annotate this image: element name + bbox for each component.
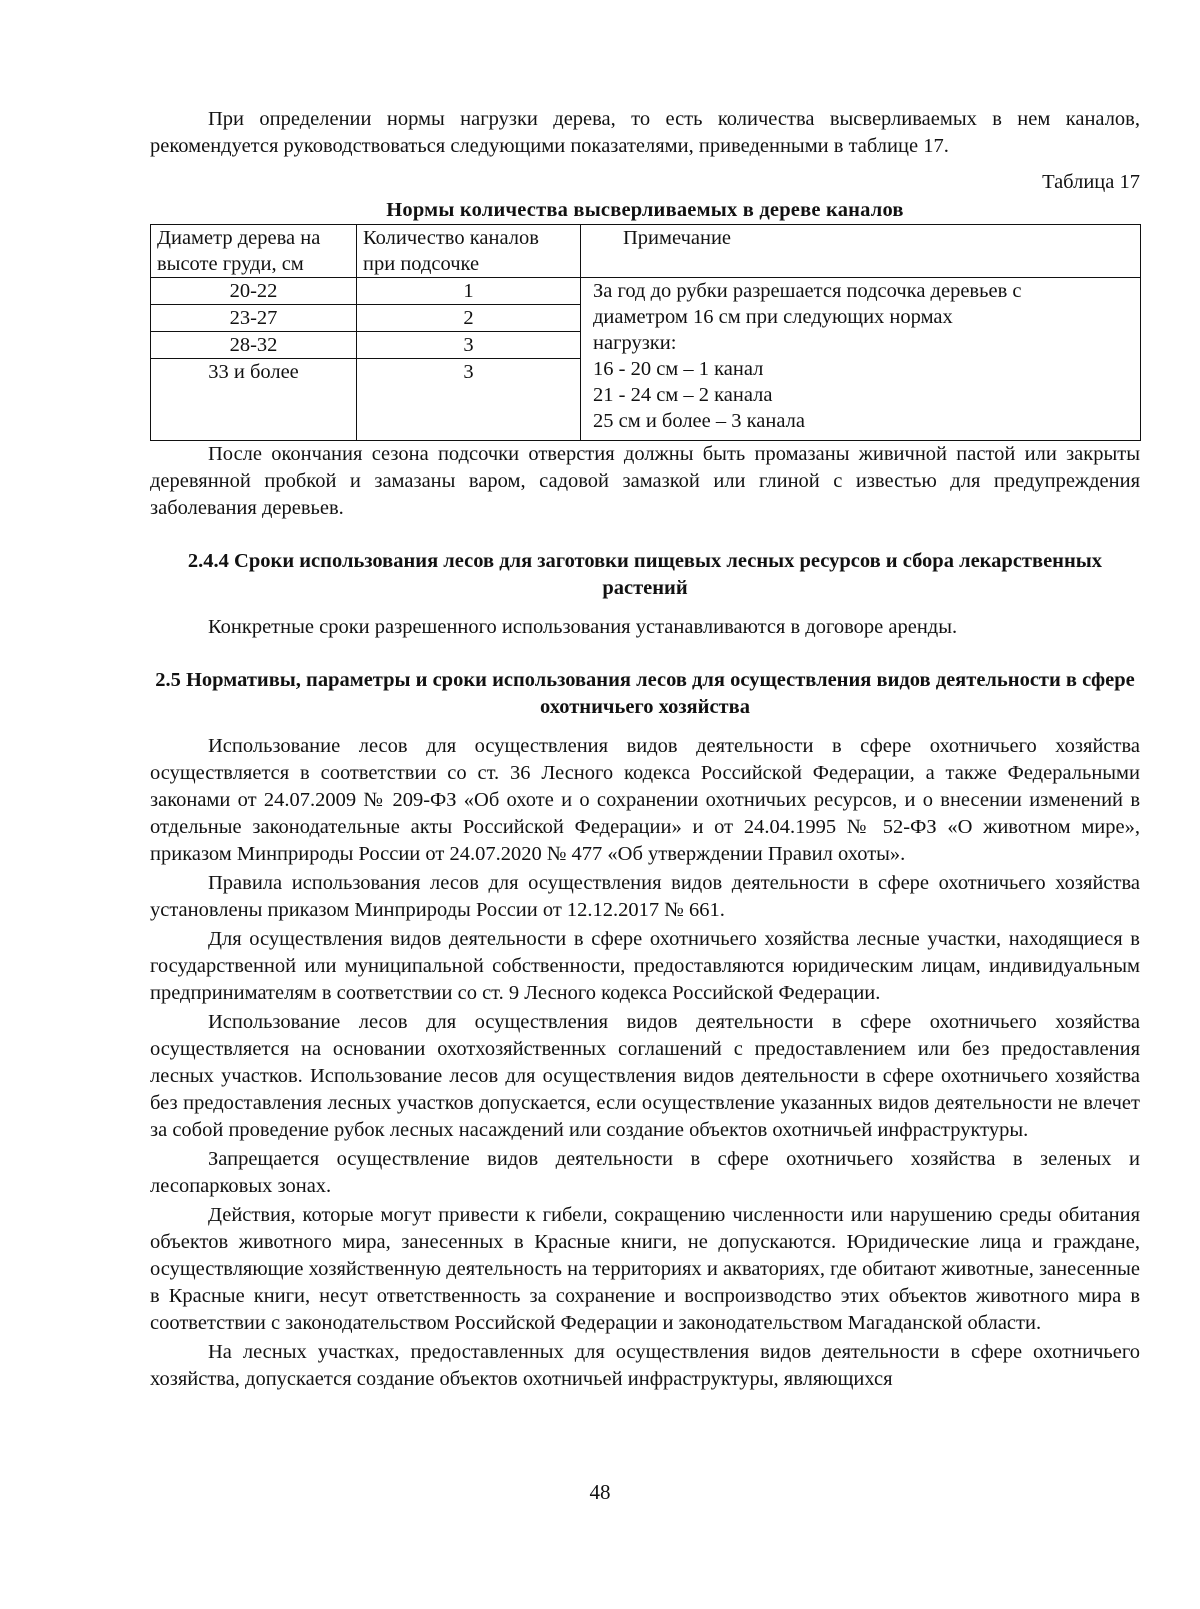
section-2-5-paragraph: Для осуществления видов деятельности в сфере охотничьего хозяйства лесные участки, находящиеся в государственной или муниципальной собственности, предоставляются юридическим лицам, индивидуальным предпринимателям в соответствии со ст. 9 Лесного кодекса Российской Федерации. [150,928,1140,1004]
document-page [150,106,1140,1393]
header-cell-diameter: Диаметр дерева на высоте груди, см [151,225,357,278]
note-line: 25 см и более – 3 канала [593,410,805,432]
table-row [151,278,1141,305]
note-line: нагрузки: [593,332,677,354]
cell-diameter: 23-27 [151,305,357,332]
cell-channels: 3 [357,359,581,441]
page-number: 48 [589,1480,611,1504]
intro-paragraph: При определении нормы нагрузки дерева, то есть количества высверливаемых в нем каналов, рекомендуется руководствоваться следующими показателями, приведенными в таблице 17. [150,108,1140,157]
after-table-paragraph: После окончания сезона подсочки отверстия должны быть промазаны живичной пастой или закрыты деревянной пробкой и замазаны варом, садовой замазкой или глиной с известью для предупреждения заболевания деревьев. [150,443,1140,519]
section-2-4-4-text: Конкретные сроки разрешенного использования устанавливаются в договоре аренды. [208,616,958,638]
norms-table [150,224,1141,441]
section-2-5-paragraph: Запрещается осуществление видов деятельности в сфере охотничьего хозяйства в зеленых и лесопарковых зонах. [150,1148,1140,1197]
section-2-5-paragraph: Правила использования лесов для осуществления видов деятельности в сфере охотничьего хозяйства установлены приказом Минприроды России от 12.12.2017 № 661. [150,872,1140,921]
cell-note [581,278,1141,441]
note-line: За год до рубки разрешается подсочка деревьев с [593,280,1022,302]
section-2-5-paragraph: Действия, которые могут привести к гибели, сокращению численности или нарушению среды обитания объектов животного мира, занесенных в Красные книги, не допускаются. Юридические лица и граждане, осуществляющие хозяйственную деятельность на территориях и акваториях, где обитают животные, занесенные в Красные книги, несут ответственность за сохранение и воспроизводство этих объектов животного мира в соответствии с законодательством Российской Федерации и законодательством Магаданской области. [150,1204,1140,1334]
cell-channels: 3 [357,332,581,359]
table-title: Нормы количества высверливаемых в дереве каналов [386,199,904,221]
note-line: 21 - 24 см – 2 канала [593,384,773,406]
cell-diameter: 33 и более [151,359,357,441]
section-heading-2-4-4: 2.4.4 Сроки использования лесов для заготовки пищевых лесных ресурсов и сбора лекарственных растений [187,550,1103,599]
table-number-label: Таблица 17 [1042,171,1140,193]
table-header-row [151,225,1141,278]
note-line: 16 - 20 см – 1 канал [593,358,764,380]
header-cell-channels: Количество каналов при подсочке [357,225,581,278]
cell-diameter: 28-32 [151,332,357,359]
note-line: диаметром 16 см при следующих нормах [593,306,953,328]
cell-diameter: 20-22 [151,278,357,305]
section-2-5-paragraph: Использование лесов для осуществления видов деятельности в сфере охотничьего хозяйства осуществляется в соответствии со ст. 36 Лесного кодекса Российской Федерации, а также Федеральными законами от 24.07.2009 № 209-ФЗ «Об охоте и о сохранении охотничьих ресурсов, и о внесении изменений в отдельные законодательные акты Российской Федерации» и от 24.04.1995 № 52-ФЗ «О животном мире», приказом Минприроды России от 24.07.2020 № 477 «Об утверждении Правил охоты». [150,735,1140,865]
cell-channels: 2 [357,305,581,332]
section-2-5-paragraph: Использование лесов для осуществления видов деятельности в сфере охотничьего хозяйства осуществляется на основании охотхозяйственных соглашений с предоставлением или без предоставления лесных участков. Использование лесов для осуществления видов деятельности в сфере охотничьего хозяйства без предоставления лесных участков допускается, если осуществление указанных видов деятельности не влечет за собой проведение рубок лесных насаждений или создание объектов охотничьей инфраструктуры. [150,1011,1140,1141]
cell-channels: 1 [357,278,581,305]
section-2-5-paragraph: На лесных участках, предоставленных для осуществления видов деятельности в сфере охотничьего хозяйства, допускается создание объектов охотничьей инфраструктуры, являющихся [150,1341,1140,1390]
header-cell-note: Примечание [581,225,1141,278]
section-heading-2-5: 2.5 Нормативы, параметры и сроки использования лесов для осуществления видов деятельности в сфере охотничьего хозяйства [155,669,1135,718]
